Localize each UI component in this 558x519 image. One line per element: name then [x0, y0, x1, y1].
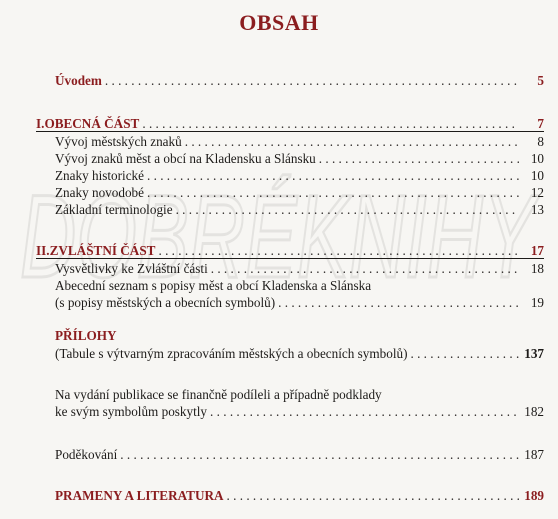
toc-entry-page: 7 — [537, 116, 544, 131]
leader-dots — [210, 403, 519, 420]
toc-entry-page: 17 — [530, 243, 544, 258]
leader-dots — [319, 150, 519, 167]
leader-dots — [105, 72, 519, 89]
leader-dots — [278, 294, 519, 311]
toc-entry-text-line: Na vydání publikace se finančně podíleli a případně podklady — [55, 387, 382, 402]
toc-section-part1[interactable] — [36, 115, 544, 132]
leader-dots — [147, 184, 519, 201]
toc-entry-label: Vývoj znaků měst a obcí na Kladensku a Slánsku — [55, 151, 316, 166]
leader-dots — [410, 345, 519, 362]
section-number: II. — [36, 243, 50, 258]
toc-entry-label: PRAMENY A LITERATURA — [55, 488, 224, 503]
toc-entry-page: 10 — [530, 168, 544, 183]
toc-entry-text-line: Abecední seznam s popisy měst a obcí Kladenska a Slánska — [55, 278, 372, 293]
toc-entry-page: 182 — [524, 404, 544, 419]
toc-entry-page: 12 — [530, 185, 544, 200]
toc-entry-label: Znaky historické — [55, 168, 144, 183]
toc-entry-page: 189 — [524, 488, 544, 503]
toc-entry[interactable] — [55, 260, 544, 277]
leader-dots — [211, 260, 519, 277]
leader-dots — [158, 242, 519, 259]
section-underline — [36, 258, 544, 259]
toc-entry-sponsors[interactable] — [55, 403, 544, 420]
leader-dots — [176, 201, 519, 218]
section-heading: OBECNÁ ČÁST — [44, 116, 140, 131]
toc-entry-page: 13 — [530, 202, 544, 217]
toc-section-part2[interactable] — [36, 242, 544, 259]
leader-dots — [142, 115, 519, 132]
toc-entry-intro[interactable] — [55, 72, 544, 89]
toc-entry-sources[interactable] — [55, 487, 544, 504]
toc-entry[interactable] — [55, 201, 544, 218]
toc-entry[interactable] — [55, 150, 544, 167]
section-heading: ZVLÁŠTNÍ ČÁST — [49, 243, 156, 258]
toc-entry[interactable] — [55, 294, 544, 311]
toc-entry-label: (Tabule s výtvarným zpracováním městských a obecních symbolů) — [55, 346, 408, 361]
toc-entry-label: Poděkování — [55, 447, 118, 462]
toc-entry-appendix[interactable] — [55, 345, 544, 362]
toc-entry[interactable] — [55, 133, 544, 150]
leader-dots — [120, 446, 519, 463]
toc-entry-page: 18 — [530, 261, 544, 276]
toc-entry-page: 10 — [530, 151, 544, 166]
toc-entry-label: Vysvětlivky ke Zvláštní části — [55, 261, 208, 276]
toc-entry-page: 137 — [524, 346, 544, 361]
toc-entry-label: ke svým symbolům poskytly — [55, 404, 208, 419]
appendix-heading: PŘÍLOHY — [55, 328, 117, 343]
toc-entry-label: (s popisy městských a obecních symbolů) — [55, 295, 276, 310]
watermark-text: DOBRÉKNIHY — [20, 171, 540, 303]
toc-entry[interactable] — [55, 184, 544, 201]
section-underline — [36, 131, 544, 132]
leader-dots — [227, 487, 519, 504]
toc-entry-page: 187 — [524, 447, 544, 462]
toc-entry-page: 5 — [537, 73, 544, 88]
page-title: OBSAH — [239, 10, 319, 35]
toc-entry-label: Základní terminologie — [55, 202, 173, 217]
toc-entry-label: Vývoj městských znaků — [55, 134, 182, 149]
toc-entry-thanks[interactable] — [55, 446, 544, 463]
toc-entry-page: 19 — [530, 295, 544, 310]
toc-entry-label: Úvodem — [55, 73, 102, 88]
leader-dots — [147, 167, 519, 184]
section-number: I. — [36, 116, 45, 131]
toc-entry-label: Znaky novodobé — [55, 185, 144, 200]
leader-dots — [185, 133, 519, 150]
toc-entry-page: 8 — [537, 134, 544, 149]
toc-entry[interactable] — [55, 167, 544, 184]
